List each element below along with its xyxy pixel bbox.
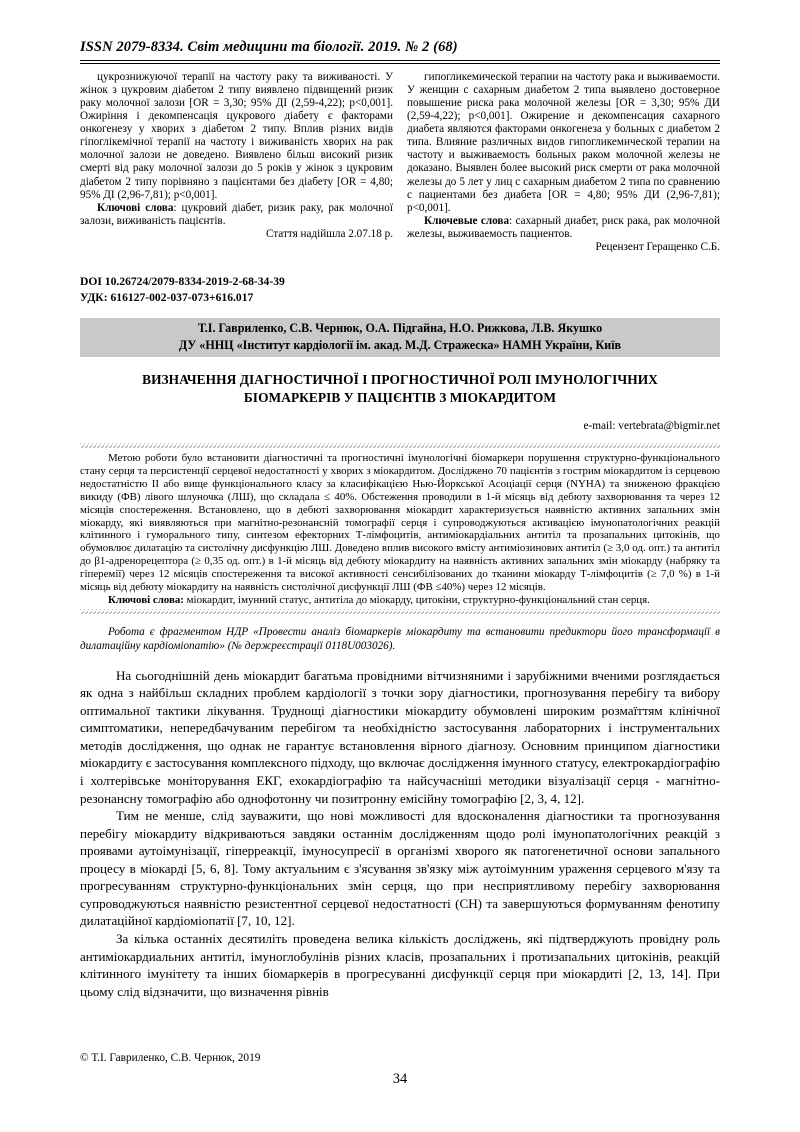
- left-keywords-text: : цукровий діабет, ризик раку, рак молочної залози, виживаність пацієнтів.: [80, 201, 393, 227]
- body-paragraph: За кілька останніх десятиліть проведена велика кількість досліджень, які підтверджують провідну роль антиміокардиальних антитіл, імуноглобулінів різних класів, прозапальних і протизапальних цитокінів, реакцій клітинного імунітету та інших біомаркерів в прогресуванні дисфункції серця при міокардиті [2, 13, 14]. При цьому слід відзначити, що визначення рівнів: [80, 930, 720, 999]
- abstract-block: [80, 443, 720, 614]
- received-date: Стаття надійшла 2.07.18 р.: [265, 228, 393, 241]
- page-number: 34: [392, 1071, 408, 1087]
- page-title: [80, 371, 720, 406]
- abstract-columns: [80, 71, 720, 255]
- affiliation-line: ДУ «ННЦ «Інститут кардіології ім. акад. М.Д. Стражеска» НАМН України, Київ: [178, 338, 622, 353]
- right-abstract-paragraph: гипогликемической терапии на частоту рака и выживаемости. У женщин с сахарным диабетом 2 типа выявлено достоверное повышение риска рака молочной железы [OR = 3,30; 95% ДИ (2,59-4,22); р<0,001]. Ожирение и декомпенсация сахарного диабета являются факторами онкогенеза у больных с диабетом 2 типа. Влияние различных видов гипогликемической терапии на частоту и выживаемость больных раком молочной железы не доказано. Выявлен более высокий риск смерти от рака молочной железы до 5 лет у лиц с сахарным диабетом 2 типа по сравнению с пациентами без диабета [OR = 4,80; 95% ДИ (2,96-7,81); р<0,001].: [407, 70, 720, 214]
- authors-line: Т.І. Гавриленко, С.В. Чернюк, О.А. Підгайна, Н.О. Рижкова, Л.В. Якушко: [197, 320, 603, 335]
- reviewer-line: Рецензент Геращенко С.Б.: [595, 241, 720, 254]
- title-line-1: ВИЗНАЧЕННЯ ДІАГНОСТИЧНОЇ І ПРОГНОСТИЧНОЇ РОЛІ ІМУНОЛОГІЧНИХ: [142, 372, 658, 388]
- doi-line: DOI 10.26724/2079-8334-2019-2-68-34-39: [80, 275, 285, 289]
- abstract-paragraph: Метою роботи було встановити діагностичні та прогностичні імунологічні біомаркери порушення структурно-функціонального стану серця та персистенції серцевої недостатності у хворих з міокардитом. Досліджено 70 пацієнтів з гострим міокардитом із серцевою недостатністю II або вище функціонального класу за класифікацією Нью-Йоркської Асоціації серця (NYHA) та зниженою фракцією викиду (ФВ) лівого шлуночка (ЛШ), що складала ≤ 40%. Обстеження проводили в 1-й місяць від дебюту захворювання та через 12 місяців спостереження. Встановлено, що в дебюті захворювання міокардит характеризується наявністю активних запальних змін міокарду, які виявляються при магнітно-резонансній томографії серця і супроводжуються активацією імунопатологічних реакцій клітинного і гуморального типу, синтезом ефекторних Т-лімфоцитів, антиміокардіальних антитіл та прозапальних цитокінів, що обумовлює дилатацію та систолічну дисфункцію ЛШ. Доведено вплив високого вмісту антиміозинових антитіл (≥ 3,0 од. опт.) та антитіл до β1-адренорецептора (≥ 0,35 од. опт.) в 1-й місяць від дебюту міокардиту на наявність активних запальних змін міокарду (набряку та гіперемії) через 12 місяців спостереження та високої активності сенсибілізованих до тканини міокарду Т-лімфоцитів (≥ 7,0 %) в 1-й місяць від дебюту міокардиту на наявність систолічної дисфункції ЛШ (ФВ ≤40%) через 12 місяців.: [80, 452, 720, 593]
- body-paragraph: На сьогоднішній день міокардит багатьма провідними вітчизняними і зарубіжними вченими розглядається як одна з найбільш складних проблем кардіології з точки зору діагностики, прогнозування перебігу та вибору оптимальної тактики лікування. Труднощі діагностики міокардиту обумовлені широким розмаїттям клінічної симптоматики, непередбачуваним перебігом та необхідністю застосування лабораторних і інструментальних методів дослідження, що однак не гарантує встановлення вірного діагнозу. Основним принципом діагностики міокардиту є застосування комплексного підходу, що включає дослідження імунного статусу, електрокардіографію і холтерівське моніторування ЕКГ, ехокардіографію та найсучасніші методики візуалізації серця - магнітно-резонансну томографію або однофотонну чи позитронну емісійну томографію [2, 3, 4, 12].: [80, 667, 720, 806]
- udk-line: УДК: 616127-002-037-073+616.017: [80, 290, 254, 304]
- left-keywords: [80, 202, 393, 228]
- header-rule: [80, 60, 720, 64]
- abstract-keywords-text: міокардит, імунний статус, антитіла до міокарду, цитокіни, структурно-функціональний стан серця.: [183, 593, 650, 606]
- right-keywords: [407, 215, 720, 241]
- copyright-line: © Т.І. Гавриленко, С.В. Чернюк, 2019: [80, 1052, 261, 1064]
- left-abstract-column: [80, 71, 393, 255]
- abstract-body: [80, 448, 720, 609]
- article-body: [80, 667, 720, 1000]
- page-footer: [80, 1052, 720, 1088]
- running-head: ISSN 2079-8334. Світ медицини та біології. 2019. № 2 (68): [80, 39, 458, 55]
- identifier-block: [80, 274, 720, 305]
- right-abstract-column: [407, 71, 720, 255]
- funding-note: Робота є фрагментом НДР «Провести аналіз біомаркерів міокардиту та встановити предиктори його трансформації в дилатаційну кардіоміопатію» (№ держреєстрації 0118U003026).: [80, 625, 720, 652]
- abstract-top-rule: [80, 443, 720, 448]
- right-keywords-label: Ключевые слова: [424, 214, 510, 227]
- title-line-2: БІОМАРКЕРІВ У ПАЦІЄНТІВ З МІОКАРДИТОМ: [243, 389, 557, 405]
- body-paragraph: Тим не менше, слід зауважити, що нові можливості для вдосконалення діагностики та прогнозування перебігу міокардиту відкриваються завдяки останнім дослідженням щодо ролі імунопатологічних реакцій з проявами аутоімунізації, гіперреакції, імуносупресії в організмі хворого як патогенетичної основи запального процесу в міокарді [5, 6, 8]. Тому актуальним є з'ясування зв'язку між аутоімунним ураження серцевого м'язу та прогресуванням структурно-функціональних змін серця, що при несприятливому перебігу захворювання супроводжуються наявністю резистентної серцевої недостатності (СН) та завершуються формуванням фенотипу дилатаційної кардіоміопатії [7, 10, 12].: [80, 808, 720, 929]
- contact-email[interactable]: e-mail: vertebrata@bigmir.net: [583, 420, 720, 433]
- authors-band: [80, 318, 720, 357]
- abstract-keywords: [80, 594, 720, 607]
- right-keywords-text: : сахарный диабет, риск рака, рак молочной железы, выживаемость пациентов.: [407, 214, 720, 241]
- left-abstract-paragraph: цукрознижуючої терапії на частоту раку та виживаності. У жінок з цукровим діабетом 2 типу виявлено підвищений ризик раку молочної залози [OR = 3,30; 95% ДІ (2,59-4,22); р<0,001]. Ожиріння і декомпенсація цукрового діабету є факторами онкогенезу у хворих з діабетом 2 типу. Вплив різних видів гіпоглікемічної терапії на частоту і виживаність хворих на рак молочної залози не доведено. Виявлено більш високий ризик смерті від раку молочної залози до 5 років у жінок з цукровим діабетом 2 типу порівняно з пацієнтами без діабету [OR = 4,80; 95% ДІ (2,96-7,81); р<0,001].: [80, 70, 393, 201]
- left-keywords-label: Ключові слова: [97, 201, 174, 214]
- abstract-bottom-rule: [80, 609, 720, 614]
- abstract-keywords-label: Ключові слова:: [108, 593, 184, 606]
